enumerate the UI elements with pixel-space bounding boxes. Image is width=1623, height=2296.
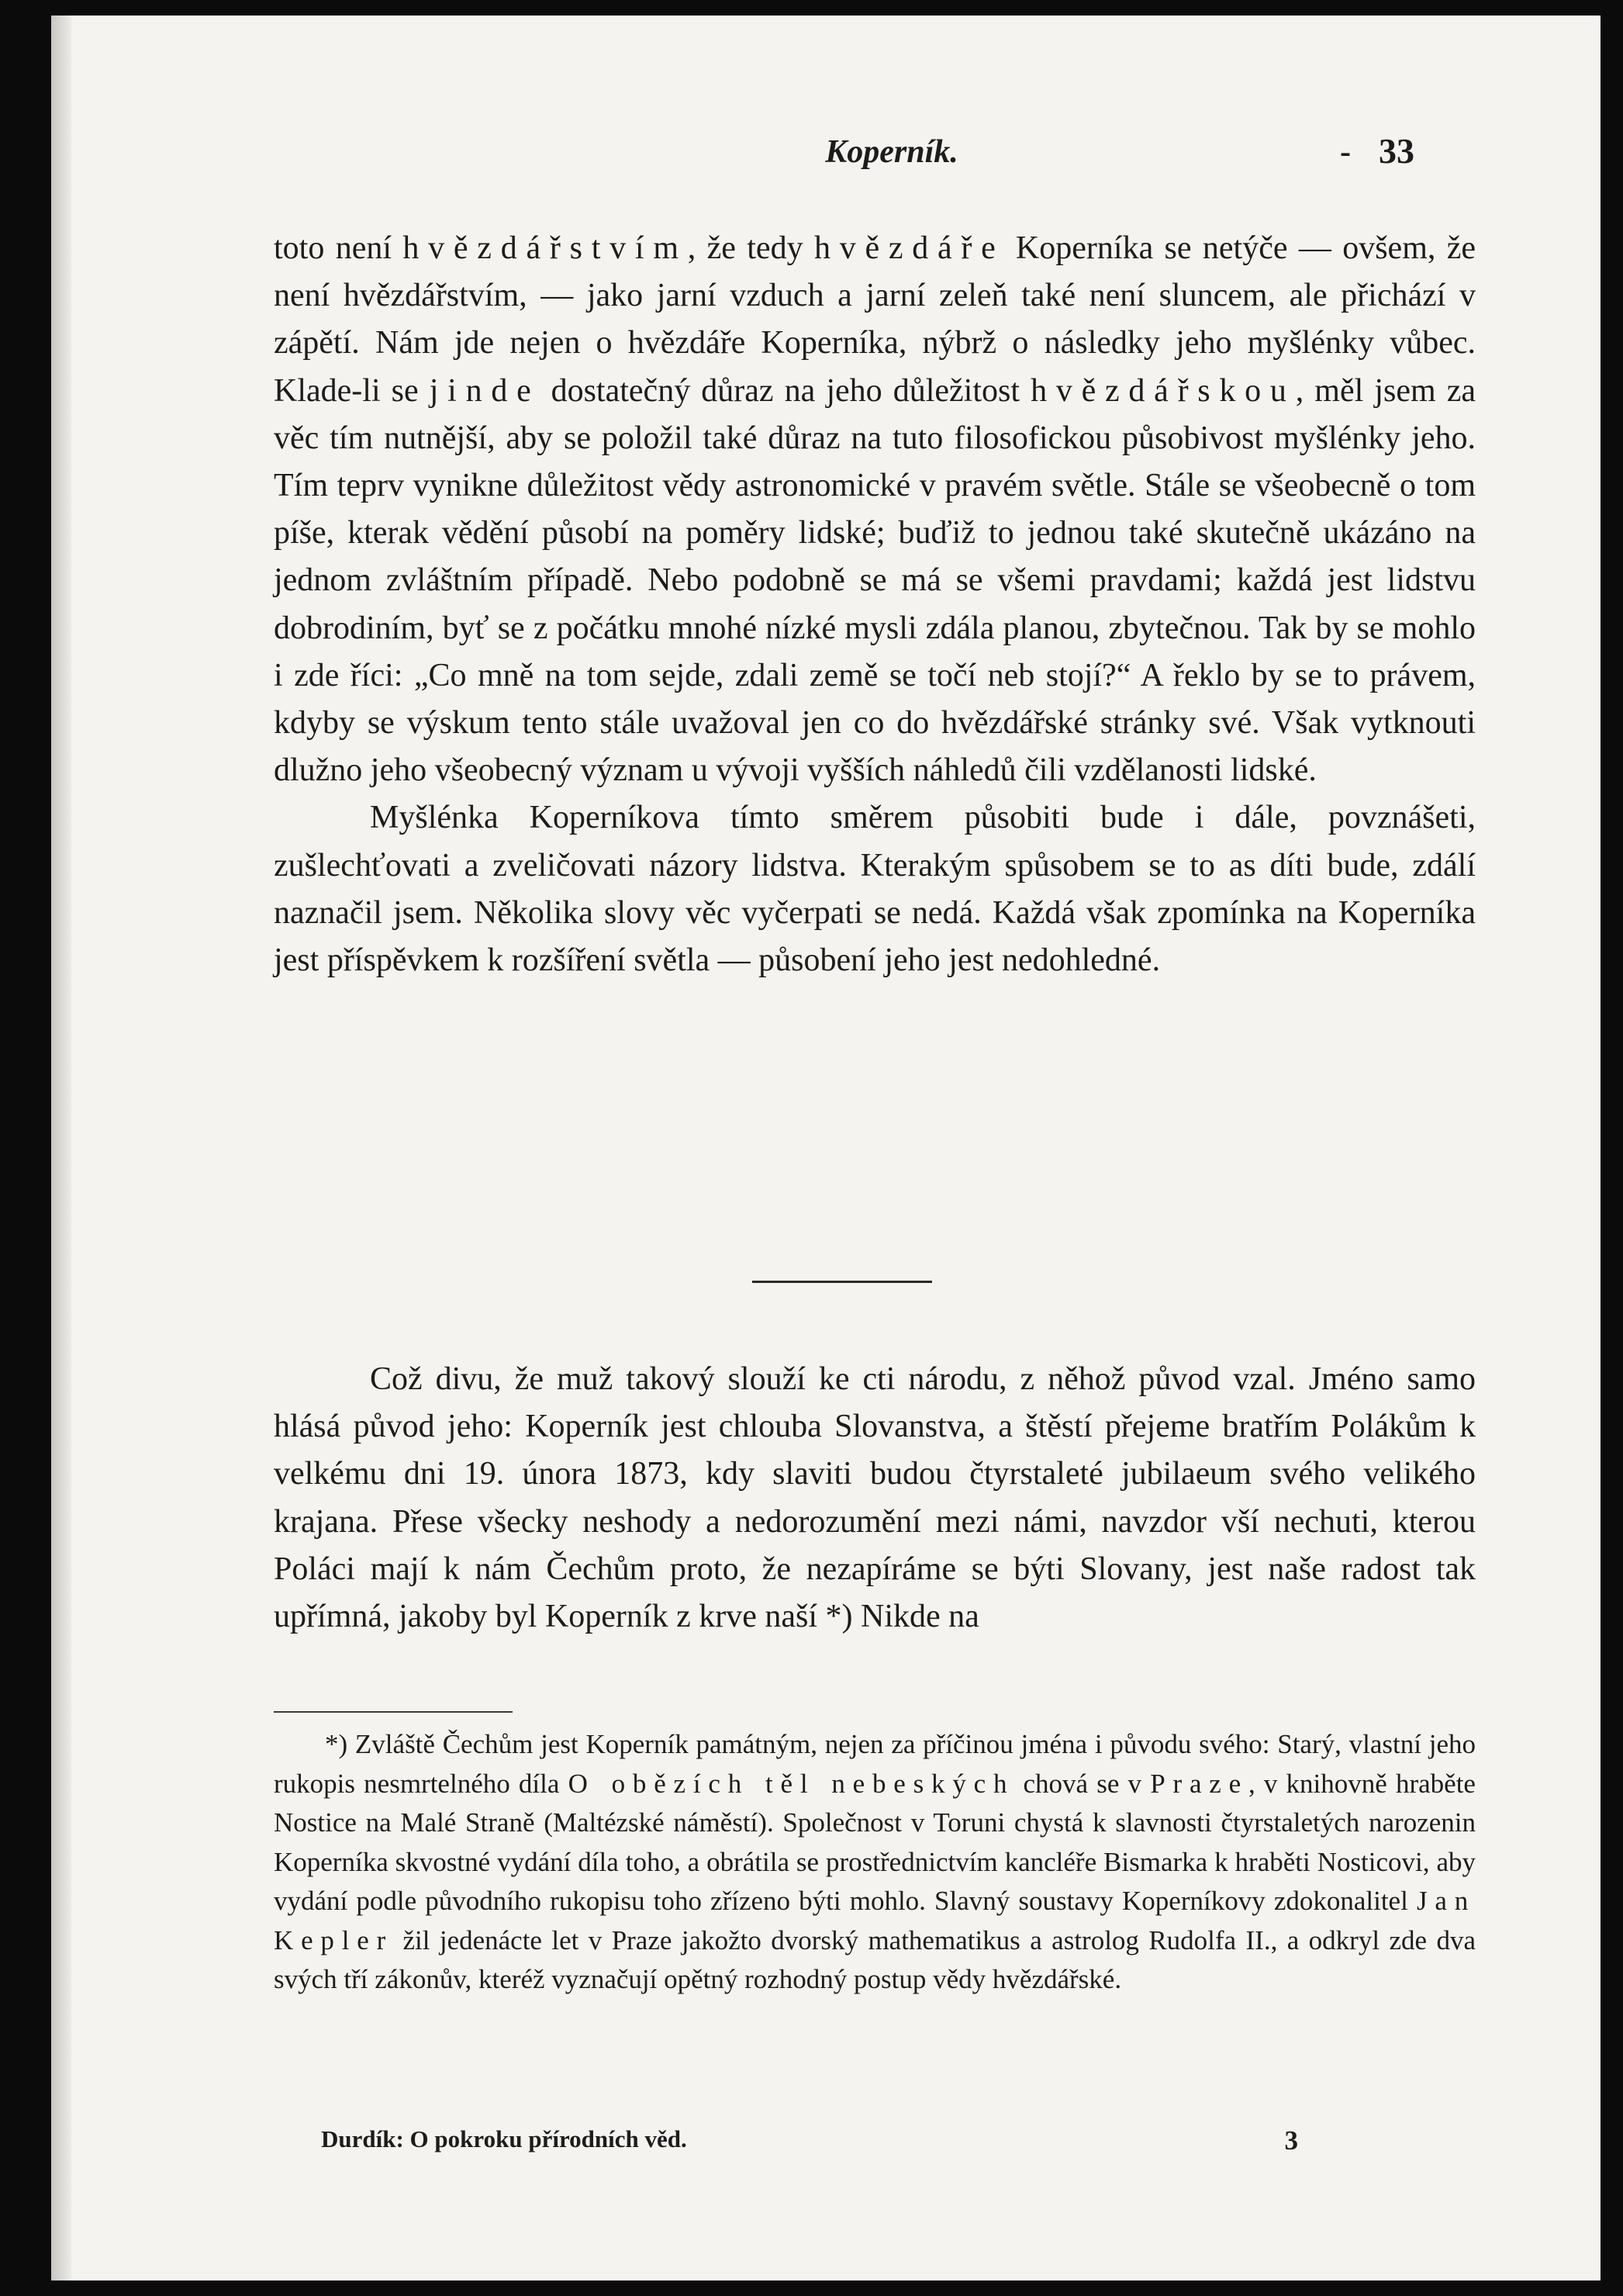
book-page [51,16,1601,2280]
spaced-emphasis: hvězdářskou [1031,372,1296,409]
spaced-emphasis: hvězdářstvím [402,230,688,266]
body-text-section-1 [274,225,1476,984]
printer-signature [321,2125,1298,2164]
paragraph-3: Což divu, že muž takový slouží ke cti národu, z něhož původ vzal. Jméno samo hlásá původ jeho: Koperník jest chlouba Slovanstva, a štěstí přejeme bratřím Polákům k velkému dni 19. února 1873, kdy slaviti budou čtyrstaleté jubilaeum svého velikého krajana. Přese všecky neshody a nedorozumění mezi námi, navzdor vší nechuti, kterou Poláci mají k nám Čechům proto, že nezapíráme se býti Slovany, jest naše radost tak upřímná, jakoby byl Koperník z krve naší *) Nikde na [274,1361,1476,1635]
text-run: , měl jsem za věc tím nutnější, aby se položil také důraz na tuto filosofickou působivost myšlénky jeho. Tím teprv vynikne důležitost vědy astronomické v pravém světle. Stále se všeobecně o tom píše, kterak vědění působí na poměry lidské; buďiž to jednou také skutečně ukázáno na jednom zvláštním případě. Nebo podobně se má se všemi pravdami; každá jest lidstvu dobrodiním, byť se z počátku mnohé nízké mysli zdála planou, zbytečnou. Tak by se mohlo i zde říci: „Co mně na tom sejde, zdali země se točí neb stojí?“ A řeklo by se to právem, kdyby se výskum tento stále uvažoval jen co do hvězdářské stránky své. Však vytknouti dlužno jeho všeobecný význam u vývoji vyšších náhledů čili vzdělanosti lidské. [274,372,1476,789]
signature-mark: 3 [1284,2125,1298,2156]
running-title: Koperník. [825,134,958,170]
footnote-text [274,1725,1476,2000]
footnote-divider [274,1711,513,1713]
text-run: toto není [274,230,403,266]
signature-text: Durdík: O pokroku přírodních věd. [321,2125,687,2152]
paragraph-2: Myšlénka Koperníkova tímto směrem působiti bude i dále, povznášeti, zušlechťovati a zveličovati názory lidstva. Kterakým spůsobem se to as díti bude, zdálí naznačil jsem. Několika slovy věc vyčerpati se nedá. Každá však zpomínka na Koperníka jest příspěvkem k rozšíření světla — působení jeho jest nedohledné. [274,800,1476,979]
spaced-emphasis: O obězích těl nebeských [568,1768,1015,1799]
text-run: Koperníka se netýče — ovšem, že není hvězdářstvím, — jako jarní vzduch a jarní zeleň také není sluncem, ale přichází v zápětí. Nám jde nejen o hvězdáře Koperníka, nýbrž o následky jeho myšlénky vůbec. Klade-li se [274,230,1476,409]
text-run: chová se v [1014,1768,1151,1799]
section-divider [752,1281,932,1283]
paragraph-1 [274,225,1476,794]
body-text-section-2 [274,1356,1476,1641]
spaced-emphasis: Praze [1150,1768,1248,1799]
spaced-emphasis: Jan Kepler [274,1886,1476,1955]
text-run: , v knihovně hraběte Nostice na Malé Straně (Maltézské náměstí). Společnost v Toruni chystá k slavnosti čtyrstaletých narozenin Koperníka skvostné vydání díla toho, a obrátila se prostřednictvím kancléře Bismarka k hraběti Nosticovi, aby vydání podle původního rukopisu toho zřízeno býti mohlo. Slavný soustavy Koperníkovy zdokonalitel [274,1768,1476,1916]
spaced-emphasis: hvězdáře [813,230,1005,266]
header-dash: - [1340,134,1351,170]
spaced-emphasis: jinde [429,372,540,409]
text-run: , že tedy [687,230,814,266]
text-run: dostatečný důraz na jeho důležitost [540,372,1031,409]
footnote [274,1725,1476,2000]
page-binding-edge [51,16,71,2280]
text-run: žil jedenácte let v Praze jakožto dvorský mathematikus a astrolog Rudolfa II., a odkryl zde dva svých tří zákonův, kteréž vyznačují opětný rozhodný postup vědy hvězdářské. [274,1924,1476,1994]
page-header [51,123,1601,185]
page-number: 33 [1379,131,1414,171]
text-run: *) Zvláště Čechům jest Koperník památným, nejen za příčinou jména i původu svého: Starý, vlastní jeho rukopis nesmrtelného díla [274,1729,1476,1799]
